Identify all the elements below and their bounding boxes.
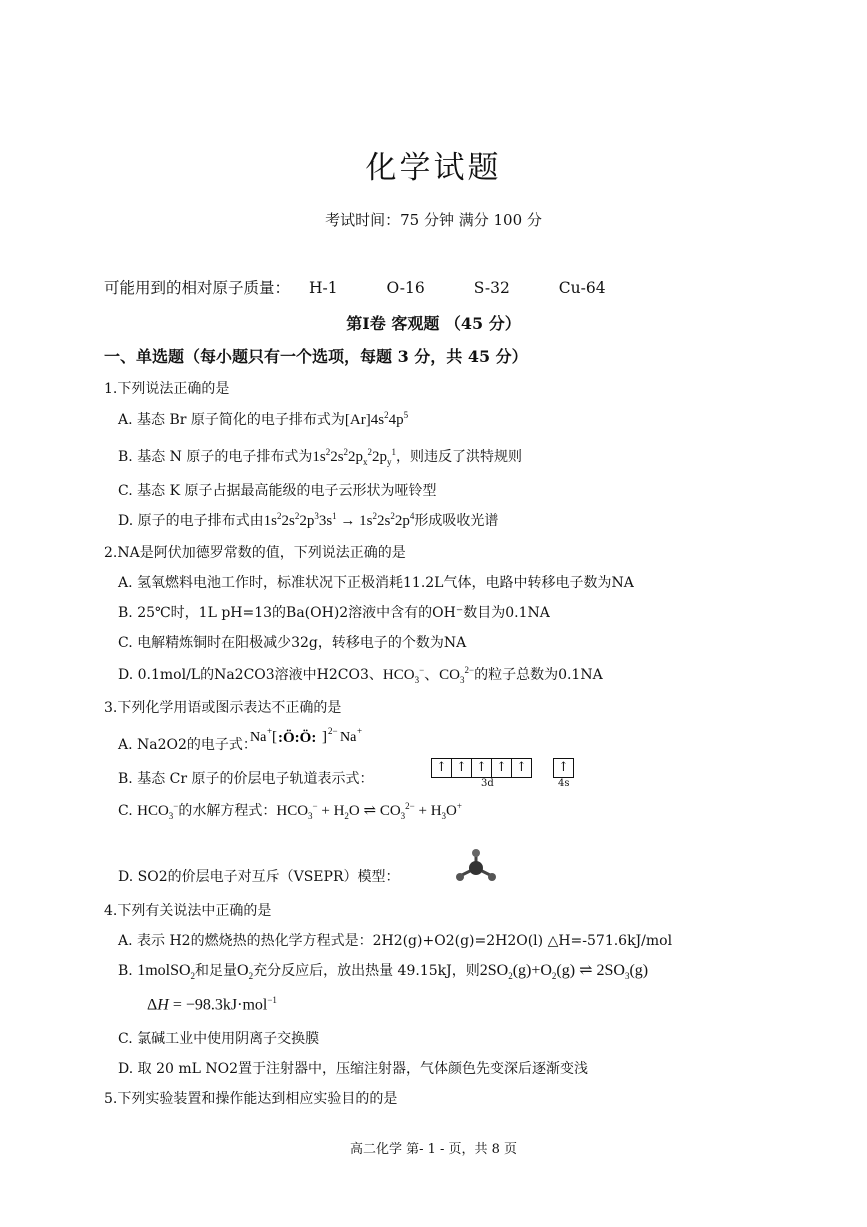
question-2-option-b: B. 25℃时，1L pH=13的Ba(OH)2溶液中含有的OH⁻数目为0.1NA [118, 605, 550, 621]
question-2-option-d [118, 663, 603, 685]
orbital-4s [553, 758, 574, 778]
q4-b-enthalpy: ΔH = −98.3kJ·mol$^{-1}$ [147, 995, 277, 1014]
question-4-option-b [118, 960, 648, 981]
question-3-option-c [118, 800, 462, 821]
orbital-4s-label: 4s [558, 778, 570, 789]
svg-text::Ö:Ö:: :Ö:Ö: [278, 730, 317, 746]
question-3-stem: 3.下列化学用语或图示表达不正确的是 [104, 700, 342, 716]
q1-a-text: A. 基态 Br 原子简化的电子排布式为 [118, 412, 345, 428]
question-1-option-c: C. 基态 K 原子占据最高能级的电子云形状为哑铃型 [118, 483, 437, 499]
up-arrow-icon: ↑ [452, 759, 472, 777]
svg-text:]: ] [322, 729, 327, 745]
q3-a-text: A. Na2O2的电子式： [118, 737, 257, 753]
up-arrow-icon: ↑ [516, 760, 527, 775]
svg-text:+: + [357, 726, 363, 736]
atom-mass-o: O-16 [386, 279, 425, 297]
up-arrow-icon: ↑ [472, 759, 492, 777]
sodium-peroxide-electron-formula [250, 722, 370, 750]
q4-b-equation: $2SO_2(g)+O_2(g)$ ⇌ $2SO_3(g)$ [479, 962, 649, 982]
q2-d-tail: 的粒子总数为0.1NA [474, 667, 603, 683]
question-1-stem: 1.下列说法正确的是 [104, 381, 230, 397]
question-4-option-a: A. 表示 H2的燃烧热的热化学方程式是：2H2(g)+O2(g)=2H2O(l) △H=-571.6kJ/mol [118, 933, 673, 949]
question-1-option-d [118, 510, 498, 530]
svg-text:+: + [267, 726, 273, 736]
question-2-option-c: C. 电解精炼铜时在阳极减少32g，转移电子的个数为NA [118, 635, 467, 651]
atom-mass-h: H-1 [308, 279, 338, 297]
q4-b-text2: 充分反应后，放出热量 49.15kJ，则 [253, 963, 480, 979]
q4-b-text1: 和足量 [195, 963, 238, 979]
atomic-masses [104, 276, 650, 298]
question-4-stem: 4.下列有关说法中正确的是 [104, 903, 272, 919]
question-1-option-b [118, 446, 522, 467]
svg-text:[: [ [272, 729, 277, 745]
question-3-option-d: D. SO2的价层电子对互斥（VSEPR）模型： [118, 869, 400, 885]
q2-d-text: D. 0.1mol/L的Na2CO3溶液中H2CO3、 [118, 667, 383, 683]
q1-b-tail: ，则违反了洪特规则 [396, 449, 523, 465]
up-arrow-icon: ↑ [492, 759, 512, 777]
atom-mass-cu: Cu-64 [558, 279, 606, 297]
q4-b-o2: $O_2$ [237, 962, 254, 982]
q4-b-so2: 1molSO$_2$ [137, 962, 196, 982]
question-5-stem: 5.下列实验装置和操作能达到相应实验目的的是 [104, 1091, 398, 1107]
q3-c-equation: $HCO_3^- + H_2O$ ⇌ $CO_3^{2-} + H_3O^+$ [276, 801, 462, 821]
svg-text:Na: Na [250, 730, 267, 745]
q3-c-text: 的水解方程式： [178, 803, 277, 819]
q3-c-prefix: C. [118, 803, 138, 819]
up-arrow-icon: ↑ [432, 759, 452, 777]
q1-a-formula: $[Ar]4s^24p^5$ [344, 410, 409, 428]
part-heading: 一、单选题（每小题只有一个选项，每题 3 分，共 45 分） [104, 347, 528, 366]
q1-b-text: B. 基态 N 原子的电子排布式为 [118, 449, 313, 465]
section-heading: 第Ⅰ卷 客观题 （45 分） [346, 314, 521, 333]
page-title: 化学试题 [365, 150, 502, 186]
q1-d-formula: $1s^22s^22p^33s^1 \to 1s^22s^22p^4$ [263, 511, 415, 529]
question-2-stem: 2.NA是阿伏加德罗常数的值，下列说法正确的是 [104, 545, 406, 561]
orbital-3d-box [431, 756, 532, 778]
question-4-option-c: C. 氯碱工业中使用阴离子交换膜 [118, 1031, 320, 1047]
q2-d-formula: $HCO_3^-$、$CO_3^{2-}$ [382, 665, 475, 685]
q1-d-tail: 形成吸收光谱 [414, 513, 499, 529]
question-3-option-a [118, 734, 257, 754]
svg-text:2−: 2− [328, 726, 338, 736]
exam-meta: 考试时间：75 分钟 满分 100 分 [325, 211, 542, 229]
question-4-option-d: D. 取 20 mL NO2置于注射器中，压缩注射器，气体颜色先变深后逐渐变浅 [118, 1061, 588, 1077]
q1-b-formula: $1s^22s^22p_x^22p_y^1$ [312, 447, 397, 467]
atomic-masses-label: 可能用到的相对原子质量： [104, 279, 291, 297]
q1-d-text: D. 原子的电子排布式由 [118, 513, 264, 529]
q3-c-ion: $HCO_3^-$ [137, 801, 179, 821]
orbital-3d [431, 758, 532, 778]
orbital-3d-label: 3d [481, 778, 494, 789]
svg-text:Na: Na [340, 730, 357, 745]
page-footer: 高二化学 第- 1 - 页，共 8 页 [349, 1142, 518, 1157]
question-2-option-a: A. 氢氧燃料电池工作时，标准状况下正极消耗11.2L气体，电路中转移电子数为NA [118, 575, 634, 591]
question-3-option-b: B. 基态 Cr 原子的价层电子轨道表示式： [118, 771, 374, 787]
question-1-option-a [118, 409, 408, 429]
vsepr-model-image [450, 846, 500, 886]
up-arrow-icon: ↑ [558, 760, 569, 775]
orbital-4s-box [553, 756, 574, 778]
q4-b-prefix: B. [118, 963, 138, 979]
atom-mass-s: S-32 [473, 279, 510, 297]
